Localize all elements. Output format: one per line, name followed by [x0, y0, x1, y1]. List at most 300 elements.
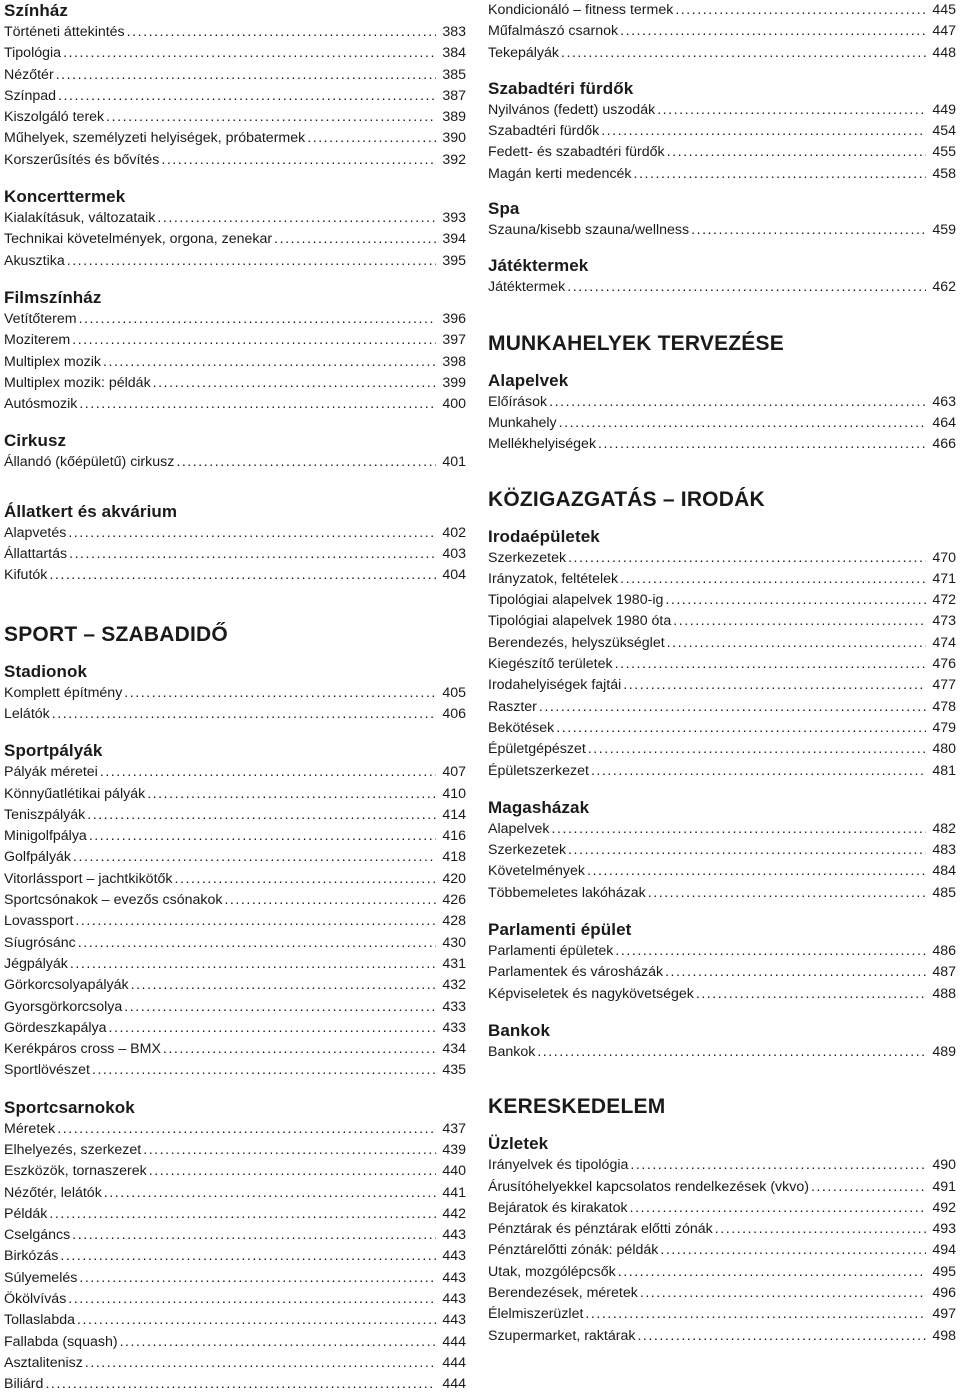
- toc-entry[interactable]: [4, 128, 466, 149]
- chapter-heading: MUNKAHELYEK TERVEZÉSE: [488, 331, 784, 355]
- toc-page-number: 439: [442, 1141, 466, 1158]
- toc-entry[interactable]: [488, 1219, 956, 1240]
- toc-entry-label: Tipológiai alapelvek 1980-ig: [488, 592, 664, 609]
- toc-entry[interactable]: [488, 220, 956, 241]
- toc-entry[interactable]: [4, 86, 466, 107]
- toc-section-munkahelyek-tervezese: [488, 330, 956, 358]
- toc-entry-label: Tipológia: [4, 45, 62, 62]
- toc-entry-label: Magán kerti medencék: [488, 165, 632, 182]
- toc-entry[interactable]: [4, 805, 466, 826]
- toc-entry-label: Kondicionáló – fitness termek: [488, 2, 674, 18]
- toc-entry-label: Jégpályák: [4, 955, 68, 972]
- section-heading: Cirkusz: [4, 431, 67, 451]
- toc-entry[interactable]: [4, 65, 466, 86]
- toc-entry[interactable]: [488, 739, 956, 760]
- dot-leader: [587, 861, 926, 882]
- toc-page-number: 443: [442, 1227, 466, 1244]
- dot-leader: [143, 1140, 436, 1161]
- toc-entry[interactable]: [4, 1374, 466, 1395]
- toc-page-number: 485: [932, 884, 956, 901]
- toc-section-allatkert-es-akvarium: [4, 501, 466, 587]
- toc-page-number: 387: [442, 87, 466, 104]
- toc-entry[interactable]: [4, 1332, 466, 1353]
- toc-entry[interactable]: [4, 1310, 466, 1331]
- toc-entry-label: Korszerűsítés és bővítés: [4, 151, 160, 168]
- toc-page-number: 435: [442, 1062, 466, 1079]
- section-heading: Alapelvek: [488, 370, 569, 390]
- dot-leader: [556, 718, 926, 739]
- toc-entry[interactable]: [4, 847, 466, 868]
- dot-leader: [634, 164, 926, 185]
- dot-leader: [73, 847, 436, 868]
- toc-entry[interactable]: [4, 1204, 466, 1225]
- toc-entry-label: Állandó (kőépületű) cirkusz: [4, 454, 175, 471]
- toc-entry[interactable]: [488, 277, 956, 298]
- toc-page-number: 473: [932, 613, 956, 630]
- toc-entry-label: Pénztárelőtti zónák: példák: [488, 1242, 659, 1259]
- toc-page-number: 448: [932, 44, 956, 61]
- toc-entry[interactable]: [488, 761, 956, 782]
- toc-page-number: 395: [442, 252, 466, 269]
- toc-page-number: 474: [932, 634, 956, 651]
- section-heading: Állatkert és akvárium: [4, 501, 178, 521]
- dot-leader: [49, 1204, 436, 1225]
- toc-page-number: 464: [932, 414, 956, 431]
- toc-entry[interactable]: [488, 1198, 956, 1219]
- toc-entry-label: Golfpályák: [4, 849, 72, 866]
- toc-entry-label: Irányelvek és tipológia: [488, 1157, 629, 1174]
- toc-entry-label: Kifutók: [4, 567, 48, 584]
- toc-section-parlamenti-epulet: [488, 919, 956, 1005]
- dot-leader: [104, 1183, 436, 1204]
- toc-entry-label: Pénztárak és pénztárak előtti zónák: [488, 1221, 713, 1238]
- toc-entry-label: Biliárd: [4, 1376, 44, 1393]
- toc-entry-label: Multiplex mozik: [4, 353, 101, 370]
- toc-entry[interactable]: [488, 861, 956, 882]
- dot-leader: [715, 1219, 926, 1240]
- toc-entry[interactable]: [4, 1183, 466, 1204]
- section-heading: Stadionok: [4, 661, 88, 681]
- toc-page-number: 491: [932, 1178, 956, 1195]
- toc-page-number: 479: [932, 719, 956, 736]
- toc-entry[interactable]: [488, 413, 956, 434]
- toc-section-untitled: [488, 0, 956, 64]
- toc-page-number: 394: [442, 231, 466, 248]
- toc-entry[interactable]: [4, 954, 466, 975]
- toc-page-number: 437: [442, 1120, 466, 1137]
- toc-page-number: 434: [442, 1041, 466, 1058]
- toc-page-number: 414: [442, 806, 466, 823]
- dot-leader: [623, 675, 926, 696]
- toc-entry[interactable]: [488, 984, 956, 1005]
- toc-page-number: 389: [442, 109, 466, 126]
- toc-entry-label: Kiegészítő területek: [488, 656, 613, 673]
- dot-leader: [539, 697, 926, 718]
- dot-leader: [665, 590, 926, 611]
- toc-page-number: 384: [442, 45, 466, 62]
- toc-entry-label: Berendezések, méretek: [488, 1284, 638, 1301]
- toc-section-kereskedelem: [488, 1093, 956, 1121]
- dot-leader: [67, 251, 436, 272]
- toc-entry-label: Műhelyek, személyzeti helyiségek, próbatermek: [4, 130, 306, 147]
- toc-entry[interactable]: [488, 1042, 956, 1063]
- toc-entry[interactable]: [4, 22, 466, 43]
- toc-entry-label: Műfalmászó csarnok: [488, 23, 619, 40]
- toc-entry[interactable]: [4, 1225, 466, 1246]
- toc-entry-label: Lelátók: [4, 705, 50, 722]
- section-heading: Játéktermek: [488, 256, 589, 276]
- dot-leader: [77, 1310, 436, 1331]
- toc-entry-label: Vitorlássport – jachtkikötők: [4, 870, 173, 887]
- section-heading: Bankok: [488, 1020, 551, 1040]
- dot-leader: [667, 142, 926, 163]
- toc-section-sport-szabadido: [4, 621, 466, 649]
- toc-entry-label: Minigolfpálya: [4, 828, 87, 845]
- toc-page-number: 480: [932, 741, 956, 758]
- section-heading: Koncerttermek: [4, 187, 126, 207]
- toc-entry[interactable]: [488, 0, 956, 21]
- toc-entry-label: Akusztika: [4, 252, 65, 269]
- toc-page-number: 433: [442, 998, 466, 1015]
- toc-entry-label: Irodahelyiségek fajtái: [488, 677, 622, 694]
- toc-entry-label: Tipológiai alapelvek 1980 óta: [488, 613, 672, 630]
- toc-entry[interactable]: [4, 1289, 466, 1310]
- toc-section-sportcsarnokok: [4, 1097, 466, 1396]
- toc-entry[interactable]: [4, 933, 466, 954]
- toc-entry-label: Vetítőterem: [4, 310, 77, 327]
- toc-entry[interactable]: [488, 941, 956, 962]
- toc-entry-label: Autósmozik: [4, 396, 78, 413]
- toc-entry[interactable]: [488, 1155, 956, 1176]
- toc-page-number: 477: [932, 677, 956, 694]
- toc-section-szabadteri-furdok: [488, 78, 956, 185]
- dot-leader: [70, 954, 436, 975]
- toc-entry-label: Nézőtér: [4, 66, 54, 83]
- toc-entry-label: Lovassport: [4, 913, 74, 930]
- toc-page-number: 402: [442, 524, 466, 541]
- dot-leader: [127, 22, 436, 43]
- toc-entry[interactable]: [488, 675, 956, 696]
- toc-entry[interactable]: [4, 229, 466, 250]
- toc-entry[interactable]: [4, 1018, 466, 1039]
- toc-entry[interactable]: [4, 352, 466, 373]
- toc-entry-label: Kialakításuk, változataik: [4, 210, 156, 227]
- toc-entry-label: Komplett építmény: [4, 684, 123, 701]
- toc-entry[interactable]: [4, 1268, 466, 1289]
- toc-entry-label: Ökölvívás: [4, 1291, 67, 1308]
- toc-entry[interactable]: [488, 718, 956, 739]
- toc-entry-label: Moziterem: [4, 332, 71, 349]
- toc-entry-label: Sportcsónakok – evezős csónakok: [4, 892, 223, 909]
- toc-entry[interactable]: [4, 975, 466, 996]
- toc-entry[interactable]: [4, 826, 466, 847]
- dot-leader: [307, 128, 436, 149]
- toc-entry-label: Történeti áttekintés: [4, 24, 125, 40]
- toc-page-number: 440: [442, 1163, 466, 1180]
- toc-page-number: 495: [932, 1263, 956, 1280]
- toc-entry-label: Fedett- és szabadtéri fürdők: [488, 144, 665, 161]
- toc-entry[interactable]: [488, 569, 956, 590]
- toc-entry-label: Eszközök, tornaszerek: [4, 1163, 147, 1180]
- toc-page-number: 443: [442, 1312, 466, 1329]
- toc-entry[interactable]: [4, 150, 466, 171]
- dot-leader: [89, 826, 436, 847]
- toc-entry-label: Fallabda (squash): [4, 1333, 118, 1350]
- toc-entry-label: Nyilvános (fedett) uszodák: [488, 101, 656, 118]
- toc-entry[interactable]: [4, 107, 466, 128]
- toc-entry-label: Parlamentek és városházák: [488, 964, 664, 981]
- dot-leader: [598, 434, 926, 455]
- toc-page-number: 466: [932, 436, 956, 453]
- dot-leader: [640, 1283, 926, 1304]
- toc-page-number: 444: [442, 1354, 466, 1371]
- toc-entry[interactable]: [4, 1353, 466, 1374]
- dot-leader: [811, 1177, 926, 1198]
- toc-entry-label: Előírások: [488, 393, 548, 410]
- toc-entry[interactable]: [488, 654, 956, 675]
- toc-entry[interactable]: [488, 840, 956, 861]
- dot-leader: [615, 654, 926, 675]
- toc-entry[interactable]: [488, 548, 956, 569]
- toc-page-number: 383: [442, 24, 466, 40]
- toc-entry[interactable]: [488, 392, 956, 413]
- toc-entry-label: Technikai követelmények, orgona, zenekar: [4, 231, 273, 248]
- toc-page-number: 494: [932, 1242, 956, 1259]
- toc-page-number: 401: [442, 454, 466, 471]
- section-heading: Szabadtéri fürdők: [488, 78, 634, 98]
- dot-leader: [161, 150, 436, 171]
- toc-entry[interactable]: [488, 819, 956, 840]
- dot-leader: [100, 762, 436, 783]
- toc-entry[interactable]: [488, 697, 956, 718]
- toc-page-number: 416: [442, 828, 466, 845]
- toc-entry[interactable]: [4, 452, 466, 473]
- toc-entry[interactable]: [488, 434, 956, 455]
- toc-entry[interactable]: [4, 523, 466, 544]
- toc-entry-label: Épületgépészet: [488, 741, 586, 758]
- toc-entry[interactable]: [4, 1246, 466, 1267]
- toc-entry[interactable]: [4, 1140, 466, 1161]
- toc-page-number: 478: [932, 698, 956, 715]
- section-heading: Magasházak: [488, 797, 590, 817]
- toc-entry[interactable]: [4, 784, 466, 805]
- toc-entry[interactable]: [4, 1060, 466, 1081]
- dot-leader: [69, 544, 436, 565]
- toc-entry[interactable]: [488, 633, 956, 654]
- toc-entry-label: Tekepályák: [488, 44, 559, 61]
- toc-entry[interactable]: [4, 565, 466, 586]
- dot-leader: [120, 1332, 436, 1353]
- toc-section-szinhaz: [4, 0, 466, 171]
- toc-entry-label: Árusítóhelyekkel kapcsolatos rendelkezések (vkvo): [488, 1178, 809, 1195]
- toc-entry[interactable]: [488, 142, 956, 163]
- toc-entry[interactable]: [4, 544, 466, 565]
- toc-entry[interactable]: [488, 1326, 956, 1347]
- toc-entry[interactable]: [4, 704, 466, 725]
- toc-entry[interactable]: [4, 330, 466, 351]
- toc-entry[interactable]: [4, 373, 466, 394]
- toc-section-cirkusz: [4, 430, 466, 473]
- toc-entry[interactable]: [488, 1177, 956, 1198]
- toc-page-number: 462: [932, 279, 956, 296]
- toc-entry-label: Élelmiszerüzlet: [488, 1306, 584, 1323]
- dot-leader: [552, 819, 926, 840]
- toc-page-number: 472: [932, 592, 956, 609]
- toc-page-number: 493: [932, 1221, 956, 1238]
- dot-leader: [673, 611, 926, 632]
- toc-page-number: 449: [932, 101, 956, 118]
- toc-entry[interactable]: [4, 869, 466, 890]
- toc-entry[interactable]: [4, 997, 466, 1018]
- toc-entry-label: Példák: [4, 1205, 48, 1222]
- toc-entry-label: Szerkezetek: [488, 842, 567, 859]
- toc-page-number: 403: [442, 546, 466, 563]
- toc-entry[interactable]: [488, 611, 956, 632]
- dot-leader: [106, 107, 436, 128]
- dot-leader: [665, 962, 926, 983]
- toc-page-number: 484: [932, 863, 956, 880]
- toc-entry-label: Szauna/kisebb szauna/wellness: [488, 222, 690, 239]
- toc-page-number: 431: [442, 955, 466, 972]
- toc-entry-label: Gyorsgörkorcsolya: [4, 998, 123, 1015]
- toc-entry-label: Követelmények: [488, 863, 585, 880]
- dot-leader: [87, 805, 436, 826]
- section-heading: Sportpályák: [4, 741, 103, 761]
- toc-entry-label: Multiplex mozik: példák: [4, 374, 151, 391]
- toc-page-number: 444: [442, 1333, 466, 1350]
- toc-page-number: 396: [442, 310, 466, 327]
- toc-section-stadionok: [4, 661, 466, 726]
- toc-entry[interactable]: [488, 43, 956, 64]
- toc-entry[interactable]: [4, 762, 466, 783]
- toc-entry-label: Játéktermek: [488, 279, 566, 296]
- toc-entry[interactable]: [488, 121, 956, 142]
- dot-leader: [274, 229, 436, 250]
- toc-entry[interactable]: [4, 208, 466, 229]
- dot-leader: [78, 933, 436, 954]
- toc-entry-label: Képviseletek és nagykövetségek: [488, 985, 694, 1002]
- toc-entry[interactable]: [4, 43, 466, 64]
- toc-page-number: 430: [442, 934, 466, 951]
- toc-page-number: 496: [932, 1284, 956, 1301]
- toc-entry[interactable]: [4, 1039, 466, 1060]
- dot-leader: [147, 784, 436, 805]
- dot-leader: [618, 1262, 926, 1283]
- section-heading: Filmszínház: [4, 287, 102, 307]
- dot-leader: [124, 683, 436, 704]
- dot-leader: [176, 452, 436, 473]
- toc-entry-label: Szabadtéri fürdők: [488, 123, 600, 140]
- toc-entry[interactable]: [488, 962, 956, 983]
- toc-page-number: 497: [932, 1306, 956, 1323]
- toc-entry[interactable]: [488, 1283, 956, 1304]
- toc-entry[interactable]: [4, 394, 466, 415]
- dot-leader: [157, 208, 436, 229]
- dot-leader: [549, 392, 926, 413]
- section-heading: Színház: [4, 1, 68, 20]
- dot-leader: [163, 1039, 436, 1060]
- toc-entry[interactable]: [488, 883, 956, 904]
- toc-entry[interactable]: [4, 251, 466, 272]
- toc-entry[interactable]: [488, 164, 956, 185]
- toc-entry[interactable]: [488, 1262, 956, 1283]
- toc-entry[interactable]: [4, 1119, 466, 1140]
- dot-leader: [60, 1246, 436, 1267]
- toc-page-number: 441: [442, 1184, 466, 1201]
- toc-entry[interactable]: [4, 911, 466, 932]
- toc-page-number: 433: [442, 1019, 466, 1036]
- toc-page-number: 470: [932, 549, 956, 566]
- dot-leader: [675, 0, 926, 21]
- dot-leader: [691, 220, 926, 241]
- toc-entry[interactable]: [4, 890, 466, 911]
- toc-entry-label: Színpad: [4, 87, 57, 104]
- toc-page-number: 398: [442, 353, 466, 370]
- toc-page-number: 489: [932, 1043, 956, 1060]
- toc-page-number: 443: [442, 1269, 466, 1286]
- dot-leader: [620, 569, 926, 590]
- section-heading: Üzletek: [488, 1134, 549, 1154]
- toc-page-number: 410: [442, 785, 466, 802]
- toc-entry[interactable]: [488, 21, 956, 42]
- dot-leader: [615, 941, 926, 962]
- toc-column-right: [488, 0, 956, 1347]
- toc-page-number: 463: [932, 393, 956, 410]
- toc-entry-label: Gördeszkapálya: [4, 1019, 107, 1036]
- dot-leader: [57, 1119, 436, 1140]
- dot-leader: [601, 121, 926, 142]
- toc-entry-label: Mellékhelyiségek: [488, 436, 597, 453]
- toc-page-number: 426: [442, 892, 466, 909]
- dot-leader: [667, 633, 926, 654]
- toc-page-number: 444: [442, 1376, 466, 1393]
- toc-entry-label: Parlamenti épületek: [488, 943, 614, 960]
- section-heading: Spa: [488, 199, 520, 219]
- toc-entry-label: Épületszerkezet: [488, 762, 589, 779]
- toc-page-number: 482: [932, 820, 956, 837]
- toc-entry[interactable]: [488, 100, 956, 121]
- toc-entry[interactable]: [4, 1161, 466, 1182]
- toc-page-number: 405: [442, 684, 466, 701]
- dot-leader: [68, 523, 436, 544]
- dot-leader: [149, 1161, 436, 1182]
- toc-entry-label: Bankok: [488, 1043, 536, 1060]
- toc-page-number: 407: [442, 764, 466, 781]
- toc-page-number: 443: [442, 1291, 466, 1308]
- toc-entry-label: Pályák méretei: [4, 764, 98, 781]
- chapter-heading: KERESKEDELEM: [488, 1095, 666, 1119]
- dot-leader: [620, 21, 926, 42]
- toc-section-koncerttermek: [4, 186, 466, 272]
- dot-leader: [63, 43, 436, 64]
- dot-leader: [561, 43, 926, 64]
- toc-entry-label: Alapelvek: [488, 820, 550, 837]
- toc-entry[interactable]: [4, 309, 466, 330]
- toc-entry[interactable]: [488, 1304, 956, 1325]
- dot-leader: [58, 86, 436, 107]
- dot-leader: [79, 394, 436, 415]
- toc-page-number: 481: [932, 762, 956, 779]
- toc-entry[interactable]: [488, 1240, 956, 1261]
- toc-section-uzletek: [488, 1133, 956, 1347]
- toc-entry[interactable]: [4, 683, 466, 704]
- dot-leader: [49, 565, 436, 586]
- toc-entry[interactable]: [488, 590, 956, 611]
- toc-section-irodaepuletek: [488, 526, 956, 782]
- toc-entry-label: Cselgáncs: [4, 1227, 71, 1244]
- toc-entry-label: Irányzatok, feltételek: [488, 570, 619, 587]
- dot-leader: [75, 911, 436, 932]
